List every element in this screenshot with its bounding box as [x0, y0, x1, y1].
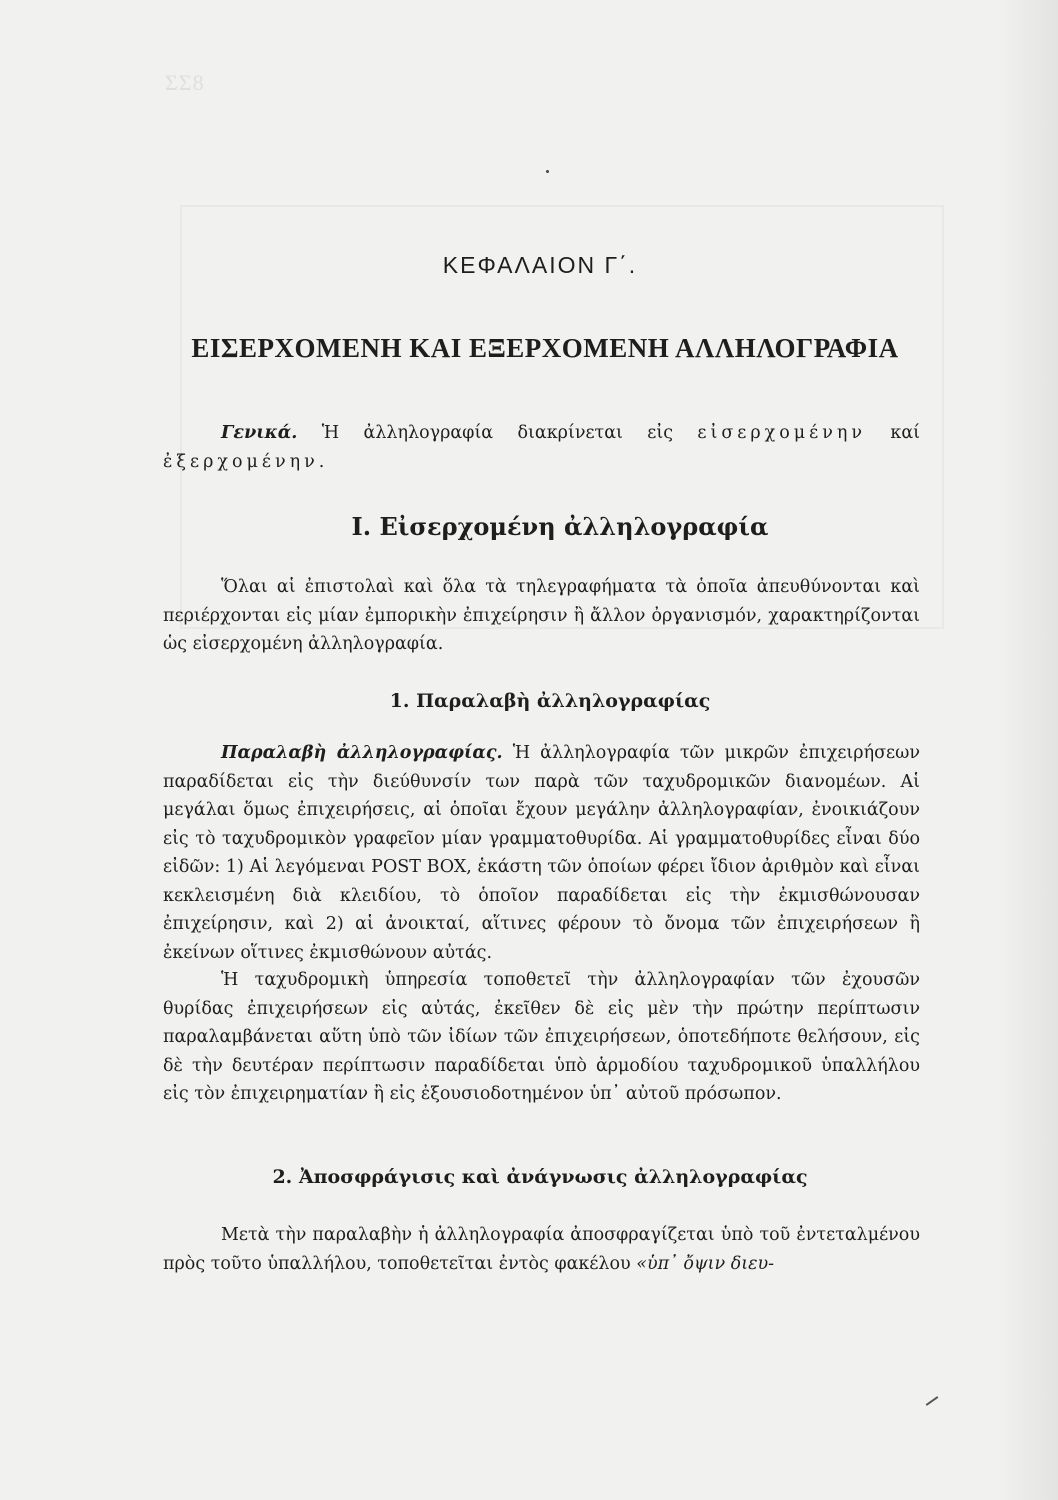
ink-dot: [546, 170, 549, 173]
section-1-heading: Ι. Εἰσερχομένη ἀλληλογραφία: [351, 512, 769, 541]
general-paragraph: [163, 419, 920, 476]
bleed-through-page-number: ΣΣ8: [165, 70, 205, 95]
chapter-label: ΚΕΦΑΛΑΙΟΝ Γ΄.: [442, 252, 638, 278]
pencil-mark: [926, 1396, 939, 1406]
subsection-1-lead: Παραλαβὴ ἀλληλογραφίας.: [221, 743, 503, 763]
subsection-2-paragraph-text: Μετὰ τὴν παραλαβὴν ἡ ἀλληλογραφία ἀποσφραγίζεται ὑπὸ τοῦ ἐντεταλμένου πρὸς τοῦτο ὑπαλλήλου, τοποθετεῖται ἐντὸς φακέλου: [163, 1225, 920, 1274]
subsection-2-paragraph: [163, 1221, 920, 1278]
subsection-1-paragraph-2: Ἡ ταχυδρομικὴ ὑπηρεσία τοποθετεῖ τὴν ἀλληλογραφίαν τῶν ἐχουσῶν θυρίδας ἐπιχειρήσεων εἰς αὐτάς, ἐκεῖθεν δὲ εἰς μὲν τὴν πρώτην περίπτωσιν παραλαμβάνεται αὕτη ὑπὸ τῶν ἰδίων τῶν ἐπιχειρήσεων, ὁποτεδήποτε θελήσουν, εἰς δὲ τὴν δευτέραν περίπτωσιν παραδίδεται ὑπὸ ἁρμοδίου ταχυδρομικοῦ ὑπαλλήλου εἰς τὸν ἐπιχειρηματίαν ἢ εἰς ἐξουσιοδοτημένον ὑπ᾿ αὐτοῦ πρόσωπον.: [163, 970, 920, 1104]
main-title: ΕΙΣΕΡΧΟΜΕΝΗ ΚΑΙ ΕΞΕΡΧΟΜΕΝΗ ΑΛΛΗΛΟΓΡΑΦΙΑ: [191, 333, 899, 363]
general-text-2: καί: [865, 423, 920, 443]
general-lead: Γενικά.: [221, 423, 298, 443]
subsection-1-paragraph-1: [163, 739, 920, 967]
subsection-1-heading: 1. Παραλαβὴ ἀλληλογραφίας: [389, 690, 711, 712]
page-edge-shadow: [998, 0, 1058, 1500]
subsection-2-quote: «ὑπ᾿ ὄψιν διευ-: [636, 1253, 775, 1274]
subsection-1-paragraph-1-text: Ἡ ἀλληλογραφία τῶν μικρῶν ἐπιχειρήσεων παραδίδεται εἰς τὴν διεύθυνσίν των παρὰ τῶν ταχυδρομικῶν διανομέων. Αἱ μεγάλαι ὅμως ἐπιχειρήσεις, αἱ ὁποῖαι ἔχουν μεγάλην ἀλληλογραφίαν, ἐνοικιάζουν εἰς τὸ ταχυδρομικὸν γραφεῖον μίαν γραμματοθυρίδα. Αἱ γραμματοθυρίδες εἶναι δύο εἰδῶν: 1) Αἱ λεγόμεναι POST BOX, ἑκάστη τῶν ὁποίων φέρει ἴδιον ἀριθμὸν καὶ εἶναι κεκλεισμένη διὰ κλειδίου, τὸ ὁποῖον παραδίδεται εἰς τὴν ἐκμισθώνουσαν ἐπιχείρησιν, καὶ 2) αἱ ἀνοικταί, αἵτινες φέρουν τὸ ὄνομα τῶν ἐπιχειρήσεων ἢ ἐκείνων οἵτινες ἐκμισθώνουν αὐτάς.: [163, 743, 920, 963]
section-1-paragraph: Ὅλαι αἱ ἐπιστολαὶ καὶ ὅλα τὰ τηλεγραφήματα τὰ ὁποῖα ἀπευθύνονται καὶ περιέρχονται εἰς μίαν ἐμπορικὴν ἐπιχείρησιν ἢ ἄλλον ὀργανισμόν, χαρακτηρίζονται ὡς εἰσερχομένη ἀλληλογραφία.: [163, 577, 920, 654]
general-term-outgoing: ἐξερχομένην.: [163, 451, 329, 472]
subsection-2-heading: 2. Ἀποσφράγισις καὶ ἀνάγνωσις ἀλληλογραφίας: [272, 1166, 808, 1188]
general-text-1: Ἡ ἀλληλογραφία διακρίνεται εἰς: [297, 423, 698, 443]
general-term-incoming: εἰσερχομένην: [697, 423, 866, 443]
